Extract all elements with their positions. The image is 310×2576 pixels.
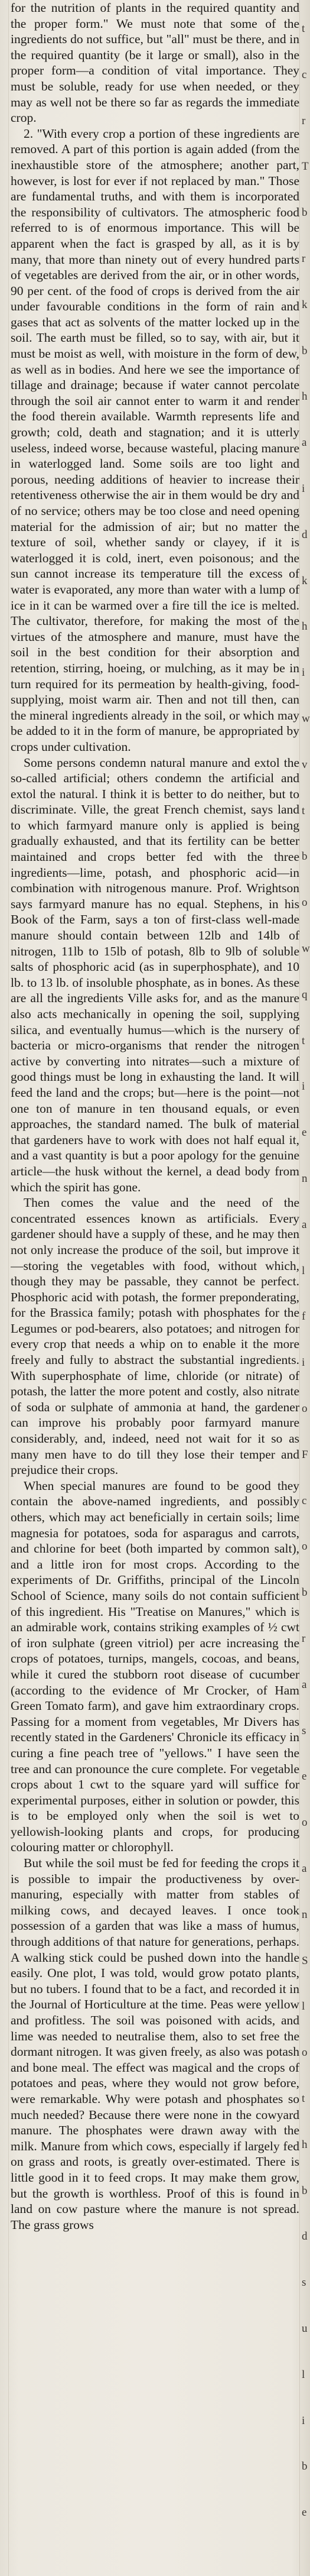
edge-glyph: i [302,1080,305,1093]
paragraph-2: 2. "With every crop a portion of these ingredients are removed. A part of this portion is again added (from the inexhaustible store of the atmosphere; another part, however, is lost for ever if not replaced by man." Those are fundamental truths, and with them is incorporated the responsibility of cultivators. The atmospheric food referred to is of enormous importance. This will be apparent when the fact is grasped by all, as it is by many, that more than ninety out of every hundred parts of vegetables are derived from the air, or in other words, 90 per cent. of the food of crops is derived from the air under favourable conditions in the form of rain and gases that act as solvents of the matter locked up in the soil. The earth must be filled, so to say, with air, but it must be moist as well, with moisture in the form of dew, as well as in bodies. And here we see the importance of tillage and drainage; because if water cannot percolate through the soil air cannot enter to warm it and render the food therein available. Warmth represents life and growth; cold, death and stagnation; and it is utterly useless, indeed worse, because wasteful, placing manure in waterlogged land. Some soils are too light and porous, needing additions of heavier to increase their retentiveness otherwise the air in them would be dry and of no service; others may be too close and need opening material for the admission of air; but no matter the texture of soil, whether sandy or clayey, if it is waterlogged it is cold, inert, even poisonous; and the sun cannot increase its temperature till the excess of water is evaporated, any more than water with a lump of ice in it can be warmed over a fire till the ice is melted. The cultivator, therefore, for making the most of the virtues of the atmosphere and manure, must have the soil in the best condition for their absorption and retention, stirring, hoeing, or mulching, as it may be in turn required for its permeation by health-giving, food-supplying, moist warm air. Then and not till then, can the mineral ingredients already in the soil, or which may be added to it in the form of manure, be appropriated by crops under cultivation. [11,126,299,754]
edge-glyph: b [302,2185,308,2197]
paragraph-1: for the nutrition of plants in the required quantity and the proper form." We must note that some of the ingredients do not suffice, but "all" must be there, and in the required quantity (be it large or small), also in the proper form—a condition of vital importance. They must be soluble, ready for use when needed, or they may as well not be there so far as regards the immediate crop. [11,1,299,125]
edge-glyph: a [302,1679,307,1691]
edge-glyph: o [302,1540,308,1553]
edge-glyph: l [302,1265,305,1277]
edge-glyph: c [302,69,307,81]
edge-glyph: h [302,620,308,633]
edge-glyph: h [302,2138,308,2151]
edge-glyph: s [302,2276,306,2289]
edge-glyph: i [302,1356,305,1369]
edge-glyph: t [302,1035,305,1047]
edge-glyph: e [302,1770,307,1783]
edge-glyph: i [302,482,305,495]
article-column [11,0,299,2576]
edge-glyph: b [302,850,308,863]
edge-glyph: u [302,2322,308,2335]
edge-glyph: r [302,252,306,265]
paragraph-5: When special manures are found to be good they contain the above-named ingredients, and possibly others, which may act beneficially in certain soils; lime magnesia for potatoes, soda for asparagus and carrots, and chlorine for beet (both imparted by common salt), and a little iron for most crops. According to the experiments of Dr. Griffiths, principal of the Lincoln School of Science, many soils do not contain sufficient of this ingredient. His "Treatise on Manures," which is an admirable work, contains striking examples of ½ cwt of iron sulphate (green vitriol) per acre increasing the crops of potatoes, turnips, mangels, cocoas, and beans, while it cured the stubborn root disease of cucumber (according to the evidence of Mr Crocker, of Ham Green Tomato farm), and gave him extraordinary crops. Passing for a moment from vegetables, Mr Divers has recently stated in the Gardeners' Chronicle its efficacy in curing a fine peach tree of "yellows." I have seen the tree and can pronounce the cure complete. For vegetable crops about 1 cwt to the square yard will suffice for experimental purposes, either in solution or powder, this is to be employed only when the soil is wet to yellowish-looking plants and crops, for producing colouring matter or chlorophyll. [11,1478,299,1855]
edge-glyph: d [302,2230,308,2243]
edge-glyph: k [302,575,308,587]
edge-glyph: i [302,2415,305,2427]
edge-glyph: b [302,2460,308,2473]
paragraph-6: But while the soil must be fed for feeding the crops it is possible to impair the productiveness by over-manuring, especially with matter from stables of milking cows, and decayed leaves. I once took possession of a garden that was like a mass of humus, through additions of that nature for generations, perhaps. A walking stick could be pushed down into the handle easily. One plot, I was told, would grow potato plants, but no tubers. I found that to be a fact, and recorded it in the Journal of Horticulture at the time. Peas were yellow and profitless. The soil was poisoned with acids, and lime was needed to neutralise them, also to set free the dormant nitrogen. It was given freely, as also was potash and bone meal. The effect was magical and the crops of potatoes and peas, where they would not grow before, were remarkable. Why were potash and phosphates so much needed? Because there were none in the cowyard manure. The phosphates were drawn away with the milk. Manure from which cows, especially if largely fed on grass and roots, is greatly over-estimated. There is little good in it to feed crops. It may make them grow, but the growth is worthless. Proof of this is found in land on cow pasture where the manure is not spread. The grass grows [11,1856,299,2232]
paragraph-3: Some persons condemn natural manure and extol the so-called artificial; others condemn the artificial and extol the natural. I think it is better to do neither, but to discriminate. Ville, the great French chemist, says land to which farmyard manure only is applied is being gradually exhausted, and that its fertility can be better maintained and crops better fed with the three ingredients—lime, potash, and phosphoric acid—in combination with nitrogenous manure. Prof. Wrightson says farmyard manure has no equal. Stephens, in his Book of the Farm, says a ton of first-class well-made manure should contain between 12lb and 14lb of nitrogen, 11lb to 15lb of potash, 8lb to 9lb of soluble salts of phosphoric acid (as in superphosphate), and 10 lb. to 13 lb. of insoluble phosphate, as in bones. As these are all the ingredients Ville asks for, and as the manure also acts mechanically in opening the soil, supplying silica, and eventually humus—which is the nursery of bacteria or micro-organisms that render the nitrogen active by converting into nitrates—such a mixture of good things must be long in exhausting the land. It will feed the land and the crops; but—here is the point—not one ton of manure in ten thousand equals, or even approaches, the standard named. The bulk of material that gardeners have to work with does not half equal it, and a vast quantity is but a poor apology for the genuine article—the husk without the kernel, a dead body from which the spirit has gone. [11,755,299,1194]
edge-glyph: s [302,1725,306,1737]
paragraph-4: Then comes the value and the need of the concentrated essences known as artificials. Every gardener should have a supply of these, and he may then not only increase the produce of the soil, but improve it—storing the vegetables with food, without which, though they may be passable, they cannot be perfect. Phosphoric acid with potash, the former preponderating, for the Brassica family; potash with phosphates for the Legumes or pod-bearers, also potatoes; and nitrogen for every crop that needs a whip on to enable it the more freely and fully to abstract the substantial ingredients. With superphosphate of lime, chloride (or nitrate) of potash, the latter the more potent and costly, also nitrate of soda or sulphate of ammonia at hand, the gardener can improve his probably poor farmyard manure considerably, and, indeed, need not wait for it so as many men have to do till they lose their temper and prejudice their crops. [11,1195,299,1477]
edge-glyph: f [302,1310,306,1323]
edge-glyph: o [302,1816,308,1829]
edge-glyph: e [302,1126,307,1139]
edge-glyph: d [302,529,308,541]
edge-glyph: t [302,805,305,817]
edge-glyph: a [302,436,307,449]
edge-glyph: a [302,1862,307,1875]
edge-glyph: w [302,712,310,725]
edge-glyph: b [302,1586,308,1599]
edge-glyph: h [302,390,308,403]
edge-glyph: w [302,942,310,955]
edge-glyph: v [302,759,308,771]
edge-glyph: q [302,989,308,1001]
edge-glyph: c [302,1495,307,1507]
edge-glyph: l [302,2368,305,2381]
edge-glyph: T [302,160,309,173]
edge-glyph: e [302,2506,307,2519]
edge-glyph: o [302,1402,308,1415]
edge-glyph: k [302,299,308,311]
edge-glyph: o [302,896,308,909]
edge-glyph: F [302,1449,308,1461]
edge-glyph: n [302,1172,308,1185]
edge-glyph: a [302,1219,307,1231]
edge-glyph: r [302,1632,306,1645]
edge-glyph: r [302,115,306,127]
adjacent-column-edge [299,0,310,2576]
edge-glyph: l [302,2000,305,2013]
edge-glyph: S [302,1955,308,1967]
edge-glyph: b [302,345,308,357]
page-gutter-left [0,0,9,2576]
edge-glyph: i [302,666,305,679]
edge-glyph: t [302,2092,305,2105]
edge-glyph: o [302,2046,308,2059]
edge-glyph: n [302,1908,308,1921]
edge-glyph: b [302,206,308,219]
edge-glyph: t [302,22,305,35]
